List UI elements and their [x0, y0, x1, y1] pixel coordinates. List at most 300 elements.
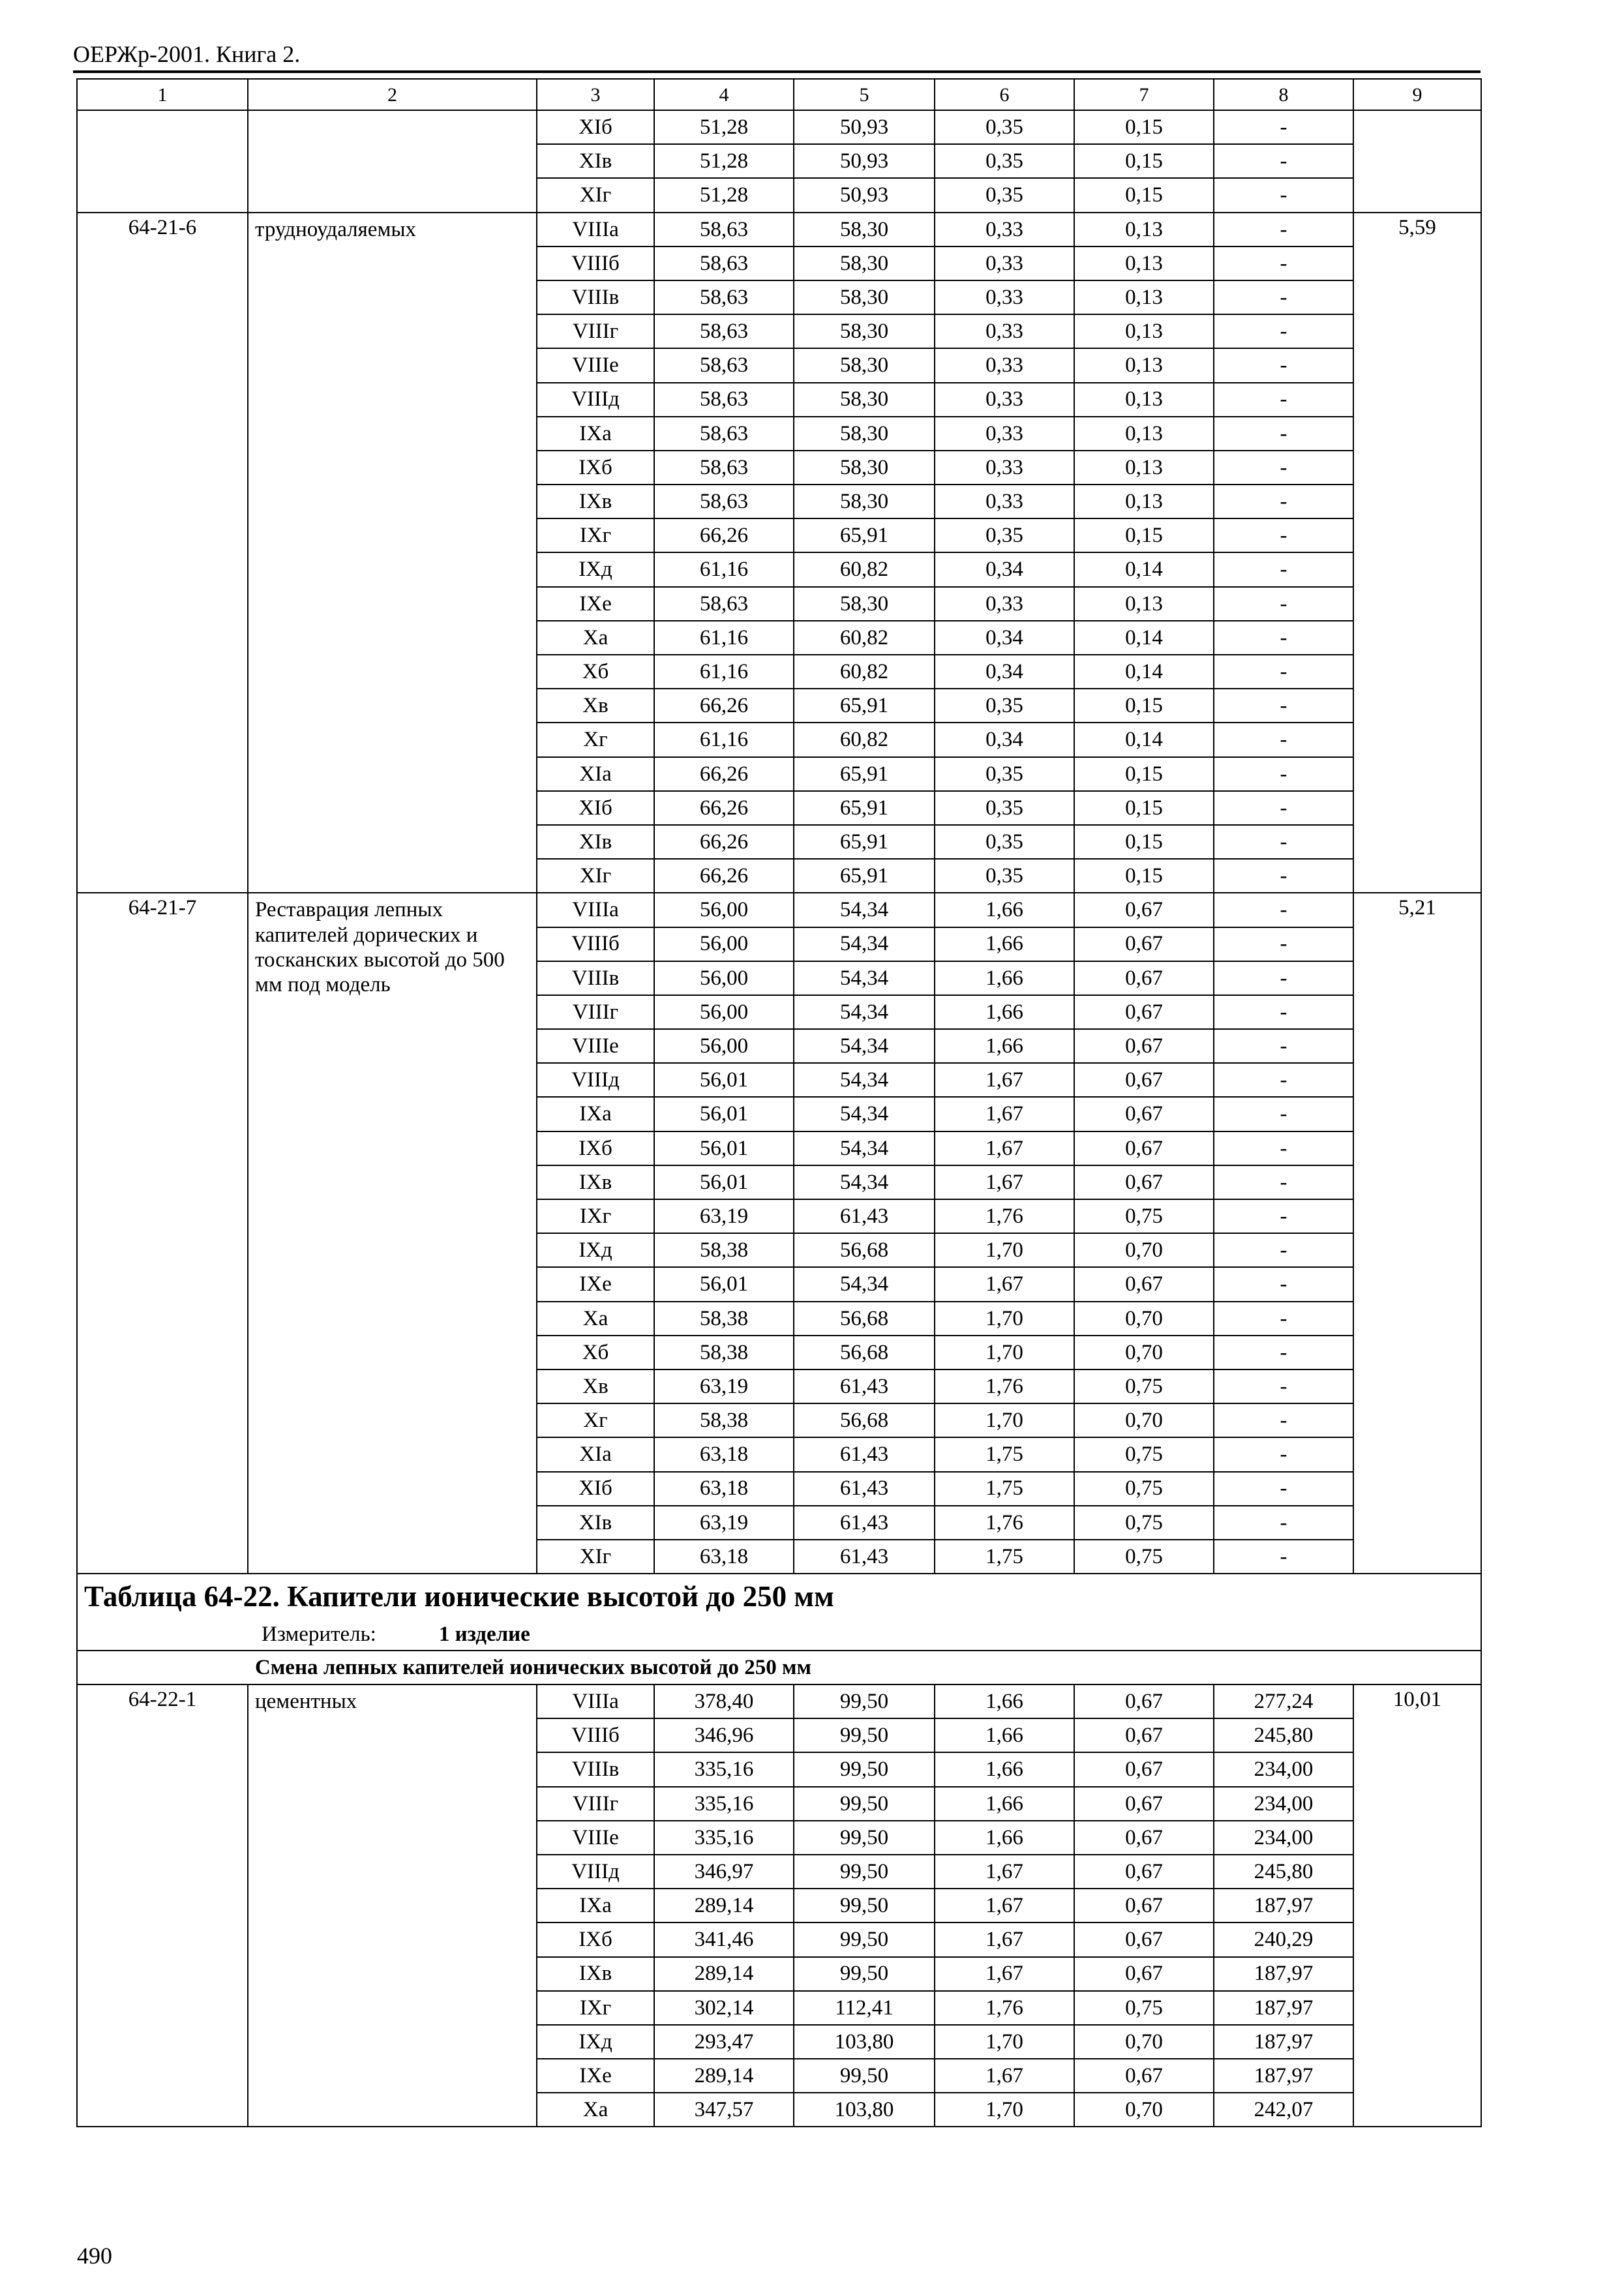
- cell-machines: 1,70: [935, 1336, 1074, 1369]
- cell-materials: -: [1214, 1097, 1353, 1131]
- cell-materials: -: [1214, 213, 1353, 247]
- cell-total: 58,63: [654, 417, 794, 451]
- cell-drivers: 0,13: [1074, 587, 1214, 621]
- cell-wages: 103,80: [794, 2093, 935, 2127]
- cell-materials: -: [1214, 314, 1353, 348]
- cell-materials: -: [1214, 383, 1353, 417]
- cell-drivers: 0,67: [1074, 1029, 1214, 1063]
- cell-total: 56,00: [654, 893, 794, 927]
- page-number: 490: [77, 2243, 112, 2269]
- cell-machines: 1,67: [935, 1063, 1074, 1097]
- cell-total: 58,63: [654, 587, 794, 621]
- cell-materials: -: [1214, 1267, 1353, 1301]
- table-row: [77, 110, 1481, 144]
- table-title: Таблица 64-22. Капители ионические высотой до 250 мм: [84, 1580, 834, 1613]
- cell-region: IXв: [537, 485, 654, 518]
- cell-drivers: 0,75: [1074, 1540, 1214, 1574]
- work-name: [248, 110, 537, 213]
- cell-region: VIIIд: [537, 383, 654, 417]
- column-number: 6: [935, 79, 1074, 110]
- cell-region: IXа: [537, 1097, 654, 1131]
- cell-drivers: 0,67: [1074, 1889, 1214, 1922]
- cell-drivers: 0,67: [1074, 893, 1214, 927]
- cell-materials: -: [1214, 723, 1353, 756]
- cell-total: 63,19: [654, 1199, 794, 1233]
- cell-total: 58,38: [654, 1302, 794, 1336]
- cell-machines: 0,35: [935, 178, 1074, 212]
- cell-wages: 58,30: [794, 280, 935, 314]
- cell-wages: 60,82: [794, 552, 935, 586]
- cell-total: 63,18: [654, 1472, 794, 1506]
- cell-drivers: 0,14: [1074, 552, 1214, 586]
- cell-drivers: 0,15: [1074, 518, 1214, 552]
- cell-wages: 65,91: [794, 825, 935, 859]
- cell-materials: -: [1214, 1336, 1353, 1369]
- cell-materials: -: [1214, 247, 1353, 280]
- cell-machines: 1,67: [935, 1097, 1074, 1131]
- header-rule: [73, 70, 1481, 73]
- cell-drivers: 0,75: [1074, 1506, 1214, 1540]
- cell-wages: 99,50: [794, 1855, 935, 1889]
- cell-total: 56,01: [654, 1097, 794, 1131]
- cell-materials: 187,97: [1214, 1991, 1353, 2025]
- cell-machines: 1,67: [935, 2059, 1074, 2093]
- cell-region: VIIIг: [537, 314, 654, 348]
- cell-wages: 54,34: [794, 927, 935, 961]
- section-subtitle: Смена лепных капителей ионических высотой до 250 мм: [77, 1651, 1481, 1684]
- cell-total: 66,26: [654, 859, 794, 893]
- cell-wages: 56,68: [794, 1403, 935, 1437]
- cell-materials: -: [1214, 1472, 1353, 1506]
- cell-total: 56,01: [654, 1131, 794, 1165]
- work-name: трудноудаляемых: [248, 213, 537, 893]
- cell-materials: -: [1214, 689, 1353, 723]
- cell-drivers: 0,15: [1074, 178, 1214, 212]
- cell-drivers: 0,13: [1074, 417, 1214, 451]
- cell-total: 289,14: [654, 1889, 794, 1922]
- cell-materials: 187,97: [1214, 1889, 1353, 1922]
- norm-code: [77, 110, 248, 213]
- cell-machines: 0,34: [935, 552, 1074, 586]
- cell-total: 58,38: [654, 1403, 794, 1437]
- cell-total: 289,14: [654, 2059, 794, 2093]
- cell-region: IXг: [537, 518, 654, 552]
- cell-materials: -: [1214, 1403, 1353, 1437]
- cell-machines: 1,66: [935, 893, 1074, 927]
- cell-wages: 103,80: [794, 2025, 935, 2059]
- cell-region: IXб: [537, 451, 654, 485]
- cell-region: VIIIв: [537, 1752, 654, 1786]
- work-name: цементных: [248, 1684, 537, 2127]
- cell-region: VIIIе: [537, 1029, 654, 1063]
- header-title: ОЕРЖр-2001. Книга 2.: [73, 41, 301, 67]
- cell-machines: 0,33: [935, 383, 1074, 417]
- table-row: [77, 1684, 1481, 1718]
- cell-total: 58,63: [654, 314, 794, 348]
- cell-materials: -: [1214, 1540, 1353, 1574]
- cell-wages: 99,50: [794, 1821, 935, 1855]
- cell-region: Xб: [537, 655, 654, 689]
- cell-region: IXд: [537, 2025, 654, 2059]
- cell-drivers: 0,67: [1074, 927, 1214, 961]
- cell-region: Xг: [537, 1403, 654, 1437]
- cell-machines: 0,33: [935, 314, 1074, 348]
- cell-materials: -: [1214, 348, 1353, 382]
- cell-wages: 61,43: [794, 1506, 935, 1540]
- cell-wages: 58,30: [794, 485, 935, 518]
- cell-region: VIIIб: [537, 247, 654, 280]
- cell-wages: 54,34: [794, 893, 935, 927]
- cell-materials: -: [1214, 587, 1353, 621]
- cell-materials: -: [1214, 1302, 1353, 1336]
- cell-region: Xа: [537, 621, 654, 655]
- cell-drivers: 0,75: [1074, 1369, 1214, 1403]
- cell-region: XIв: [537, 144, 654, 178]
- cell-region: IXа: [537, 417, 654, 451]
- cell-machines: 0,33: [935, 348, 1074, 382]
- cell-machines: 1,67: [935, 1855, 1074, 1889]
- cell-materials: -: [1214, 178, 1353, 212]
- cell-machines: 1,67: [935, 1889, 1074, 1922]
- cell-materials: -: [1214, 485, 1353, 518]
- cell-region: VIIIб: [537, 927, 654, 961]
- cell-drivers: 0,67: [1074, 995, 1214, 1029]
- cell-materials: -: [1214, 1029, 1353, 1063]
- cell-materials: 277,24: [1214, 1684, 1353, 1718]
- cell-machines: 1,75: [935, 1472, 1074, 1506]
- cell-total: 56,00: [654, 961, 794, 995]
- cell-materials: -: [1214, 1369, 1353, 1403]
- cell-drivers: 0,13: [1074, 213, 1214, 247]
- cell-wages: 58,30: [794, 417, 935, 451]
- cell-materials: -: [1214, 1131, 1353, 1165]
- cell-machines: 1,66: [935, 1718, 1074, 1752]
- cell-total: 66,26: [654, 518, 794, 552]
- cell-materials: -: [1214, 1233, 1353, 1267]
- table-row: [77, 893, 1481, 927]
- cell-total: 378,40: [654, 1684, 794, 1718]
- cell-region: IXд: [537, 552, 654, 586]
- cell-machines: 0,33: [935, 417, 1074, 451]
- cell-total: 58,63: [654, 348, 794, 382]
- cell-total: 61,16: [654, 552, 794, 586]
- cell-wages: 99,50: [794, 1889, 935, 1922]
- cell-drivers: 0,70: [1074, 1233, 1214, 1267]
- cell-total: 58,63: [654, 213, 794, 247]
- cell-region: VIIIа: [537, 893, 654, 927]
- cell-machines: 0,33: [935, 280, 1074, 314]
- cell-machines: 1,66: [935, 1752, 1074, 1786]
- cell-wages: 61,43: [794, 1369, 935, 1403]
- subtitle-row: [77, 1651, 1481, 1684]
- cell-machines: 0,35: [935, 110, 1074, 144]
- cell-region: VIIIд: [537, 1063, 654, 1097]
- cell-wages: 112,41: [794, 1991, 935, 2025]
- cell-machines: 1,76: [935, 1199, 1074, 1233]
- cell-materials: -: [1214, 893, 1353, 927]
- cell-region: VIIIа: [537, 1684, 654, 1718]
- cell-total: 56,00: [654, 1029, 794, 1063]
- cell-wages: 99,50: [794, 1922, 935, 1956]
- cell-wages: 54,34: [794, 1029, 935, 1063]
- cell-total: 293,47: [654, 2025, 794, 2059]
- cell-region: Xб: [537, 1336, 654, 1369]
- cell-region: XIг: [537, 1540, 654, 1574]
- cell-drivers: 0,15: [1074, 757, 1214, 791]
- cell-machines: 0,33: [935, 451, 1074, 485]
- cell-total: 51,28: [654, 178, 794, 212]
- cell-machines: 0,35: [935, 518, 1074, 552]
- cell-total: 56,00: [654, 927, 794, 961]
- cell-drivers: 0,15: [1074, 825, 1214, 859]
- cell-materials: -: [1214, 1199, 1353, 1233]
- work-name: Реставрация лепных капителей дорических и тосканских высотой до 500 мм под модель: [248, 893, 537, 1574]
- cell-drivers: 0,67: [1074, 1063, 1214, 1097]
- cell-machines: 1,66: [935, 961, 1074, 995]
- cell-wages: 60,82: [794, 723, 935, 756]
- cell-wages: 58,30: [794, 247, 935, 280]
- cell-wages: 61,43: [794, 1540, 935, 1574]
- cell-wages: 65,91: [794, 518, 935, 552]
- cell-wages: 99,50: [794, 1752, 935, 1786]
- cell-materials: 234,00: [1214, 1787, 1353, 1821]
- cell-drivers: 0,70: [1074, 2093, 1214, 2127]
- cell-region: XIа: [537, 757, 654, 791]
- cell-materials: -: [1214, 1437, 1353, 1471]
- cell-materials: -: [1214, 757, 1353, 791]
- cell-region: XIв: [537, 825, 654, 859]
- labor-cost: 5,59: [1353, 213, 1481, 893]
- cell-materials: -: [1214, 995, 1353, 1029]
- cell-materials: -: [1214, 791, 1353, 825]
- cell-wages: 99,50: [794, 1787, 935, 1821]
- cell-machines: 1,67: [935, 1267, 1074, 1301]
- cell-drivers: 0,14: [1074, 621, 1214, 655]
- cell-materials: -: [1214, 552, 1353, 586]
- cell-region: Xг: [537, 723, 654, 756]
- cell-drivers: 0,13: [1074, 348, 1214, 382]
- cell-wages: 58,30: [794, 383, 935, 417]
- cell-drivers: 0,14: [1074, 723, 1214, 756]
- cell-region: VIIIв: [537, 961, 654, 995]
- cell-wages: 99,50: [794, 1957, 935, 1991]
- cell-total: 61,16: [654, 655, 794, 689]
- cell-region: XIб: [537, 1472, 654, 1506]
- cell-materials: -: [1214, 655, 1353, 689]
- cell-wages: 54,34: [794, 1267, 935, 1301]
- cell-drivers: 0,67: [1074, 1097, 1214, 1131]
- cell-materials: 187,97: [1214, 2059, 1353, 2093]
- cell-drivers: 0,13: [1074, 247, 1214, 280]
- meter-line: [84, 1623, 1481, 1646]
- cell-machines: 1,70: [935, 2093, 1074, 2127]
- cell-machines: 1,66: [935, 1029, 1074, 1063]
- meter-label: Измеритель:: [262, 1622, 376, 1646]
- norm-code: 64-22-1: [77, 1684, 248, 2127]
- cell-total: 63,19: [654, 1369, 794, 1403]
- norm-code: 64-21-6: [77, 213, 248, 893]
- cell-machines: 1,70: [935, 2025, 1074, 2059]
- cell-total: 58,63: [654, 485, 794, 518]
- cell-total: 66,26: [654, 757, 794, 791]
- column-number-row: [77, 79, 1481, 110]
- cell-materials: -: [1214, 927, 1353, 961]
- cell-total: 51,28: [654, 144, 794, 178]
- cell-wages: 54,34: [794, 1131, 935, 1165]
- cell-total: 58,63: [654, 383, 794, 417]
- column-number: 9: [1353, 79, 1481, 110]
- cell-machines: 0,34: [935, 621, 1074, 655]
- cell-drivers: 0,14: [1074, 655, 1214, 689]
- cell-total: 61,16: [654, 621, 794, 655]
- cell-wages: 54,34: [794, 995, 935, 1029]
- cell-region: VIIIе: [537, 348, 654, 382]
- cell-drivers: 0,67: [1074, 1718, 1214, 1752]
- cell-total: 335,16: [654, 1821, 794, 1855]
- cell-drivers: 0,67: [1074, 1922, 1214, 1956]
- meter-value: 1 изделие: [438, 1622, 530, 1646]
- cell-machines: 0,34: [935, 723, 1074, 756]
- cell-region: Xа: [537, 1302, 654, 1336]
- cell-wages: 50,93: [794, 110, 935, 144]
- cell-wages: 99,50: [794, 1718, 935, 1752]
- cell-materials: 245,80: [1214, 1718, 1353, 1752]
- cell-total: 51,28: [654, 110, 794, 144]
- cell-wages: 65,91: [794, 689, 935, 723]
- cell-drivers: 0,13: [1074, 485, 1214, 518]
- cell-machines: 1,70: [935, 1233, 1074, 1267]
- cell-region: IXг: [537, 1199, 654, 1233]
- cell-drivers: 0,70: [1074, 1336, 1214, 1369]
- cell-region: VIIIв: [537, 280, 654, 314]
- table-row: [77, 213, 1481, 247]
- cell-materials: 240,29: [1214, 1922, 1353, 1956]
- cell-drivers: 0,67: [1074, 1684, 1214, 1718]
- cell-total: 61,16: [654, 723, 794, 756]
- cell-drivers: 0,70: [1074, 2025, 1214, 2059]
- column-number: 2: [248, 79, 537, 110]
- cell-materials: -: [1214, 1506, 1353, 1540]
- column-number: 5: [794, 79, 935, 110]
- cell-machines: 0,35: [935, 757, 1074, 791]
- cell-wages: 58,30: [794, 348, 935, 382]
- cell-wages: 58,30: [794, 213, 935, 247]
- cell-materials: -: [1214, 518, 1353, 552]
- cell-drivers: 0,15: [1074, 859, 1214, 893]
- cell-region: IXе: [537, 1267, 654, 1301]
- cell-wages: 50,93: [794, 144, 935, 178]
- cell-total: 346,96: [654, 1718, 794, 1752]
- section-heading-row: [77, 1574, 1481, 1651]
- cell-total: 289,14: [654, 1957, 794, 1991]
- cell-drivers: 0,67: [1074, 1855, 1214, 1889]
- cell-region: XIа: [537, 1437, 654, 1471]
- cell-drivers: 0,75: [1074, 1437, 1214, 1471]
- cell-wages: 65,91: [794, 859, 935, 893]
- cell-drivers: 0,15: [1074, 144, 1214, 178]
- cell-wages: 99,50: [794, 1684, 935, 1718]
- cell-materials: -: [1214, 1165, 1353, 1199]
- cell-machines: 0,33: [935, 587, 1074, 621]
- cell-machines: 1,66: [935, 1684, 1074, 1718]
- cell-total: 66,26: [654, 791, 794, 825]
- cell-drivers: 0,15: [1074, 689, 1214, 723]
- cell-total: 63,18: [654, 1437, 794, 1471]
- cell-wages: 58,30: [794, 451, 935, 485]
- cell-wages: 65,91: [794, 791, 935, 825]
- column-number: 1: [77, 79, 248, 110]
- cell-drivers: 0,75: [1074, 1199, 1214, 1233]
- cell-total: 56,01: [654, 1063, 794, 1097]
- cell-machines: 0,34: [935, 655, 1074, 689]
- cell-wages: 65,91: [794, 757, 935, 791]
- cell-wages: 50,93: [794, 178, 935, 212]
- cell-machines: 0,35: [935, 825, 1074, 859]
- cell-total: 335,16: [654, 1787, 794, 1821]
- cell-region: IXа: [537, 1889, 654, 1922]
- column-number: 7: [1074, 79, 1214, 110]
- cell-machines: 0,33: [935, 247, 1074, 280]
- cell-materials: -: [1214, 144, 1353, 178]
- cell-machines: 1,66: [935, 1821, 1074, 1855]
- cell-region: XIг: [537, 859, 654, 893]
- section-heading: [77, 1574, 1481, 1651]
- cell-region: Xв: [537, 1369, 654, 1403]
- cell-machines: 0,35: [935, 144, 1074, 178]
- cell-region: VIIIд: [537, 1855, 654, 1889]
- cell-drivers: 0,67: [1074, 961, 1214, 995]
- cell-region: IXд: [537, 1233, 654, 1267]
- cell-machines: 1,67: [935, 1165, 1074, 1199]
- cell-wages: 56,68: [794, 1233, 935, 1267]
- cell-machines: 1,67: [935, 1922, 1074, 1956]
- cell-drivers: 0,75: [1074, 1472, 1214, 1506]
- cell-drivers: 0,75: [1074, 1991, 1214, 2025]
- cell-region: IXг: [537, 1991, 654, 2025]
- cell-materials: 242,07: [1214, 2093, 1353, 2127]
- column-number: 3: [537, 79, 654, 110]
- cell-drivers: 0,67: [1074, 2059, 1214, 2093]
- cell-region: IXб: [537, 1922, 654, 1956]
- cell-materials: -: [1214, 110, 1353, 144]
- cell-total: 58,38: [654, 1336, 794, 1369]
- cell-total: 66,26: [654, 689, 794, 723]
- cell-materials: 245,80: [1214, 1855, 1353, 1889]
- cell-materials: 187,97: [1214, 2025, 1353, 2059]
- cell-machines: 1,66: [935, 995, 1074, 1029]
- cell-machines: 1,76: [935, 1991, 1074, 2025]
- cell-region: IXб: [537, 1131, 654, 1165]
- cell-drivers: 0,67: [1074, 1787, 1214, 1821]
- cell-total: 56,01: [654, 1165, 794, 1199]
- cell-region: IXв: [537, 1165, 654, 1199]
- cell-region: IXе: [537, 2059, 654, 2093]
- cell-region: XIг: [537, 178, 654, 212]
- cell-region: VIIIг: [537, 1787, 654, 1821]
- cell-materials: -: [1214, 451, 1353, 485]
- cell-drivers: 0,13: [1074, 451, 1214, 485]
- cell-region: VIIIа: [537, 213, 654, 247]
- cell-materials: -: [1214, 825, 1353, 859]
- cell-region: IXе: [537, 587, 654, 621]
- cell-materials: 234,00: [1214, 1821, 1353, 1855]
- cell-drivers: 0,13: [1074, 383, 1214, 417]
- cell-wages: 60,82: [794, 621, 935, 655]
- cell-region: VIIIг: [537, 995, 654, 1029]
- cell-wages: 54,34: [794, 1097, 935, 1131]
- cell-machines: 1,75: [935, 1540, 1074, 1574]
- cell-total: 341,46: [654, 1922, 794, 1956]
